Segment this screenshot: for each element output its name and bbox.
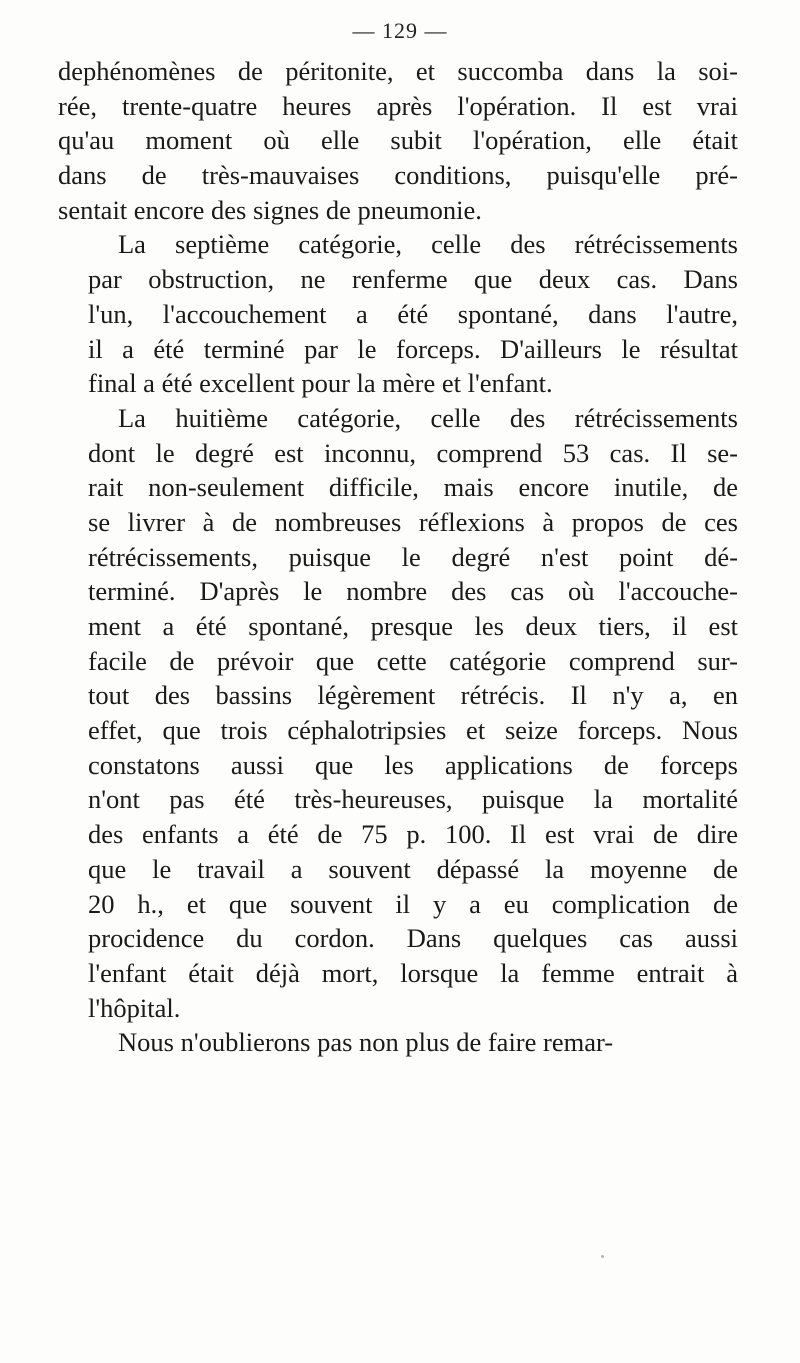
text-line: Nous n'oublierons pas non plus de faire remar- xyxy=(118,1027,614,1058)
text-line: qu'au moment où elle subit l'opération, elle était xyxy=(58,125,738,156)
text-line: sentait encore des signes de pneumonie. xyxy=(58,194,482,225)
text-line: il a été terminé par le forceps. D'ailleurs le résultat xyxy=(88,333,738,364)
page-number: — 129 — xyxy=(352,18,448,43)
paragraph xyxy=(58,401,738,1025)
text-line: dans de très-mauvaises conditions, puisqu'elle pré- xyxy=(58,160,738,191)
text-line: l'enfant était déjà mort, lorsque la femme entrait à xyxy=(88,957,738,988)
body-text xyxy=(58,54,738,1060)
text-line: La septième catégorie, celle des rétrécissements xyxy=(118,229,738,260)
text-line: constatons aussi que les applications de forceps xyxy=(88,749,738,780)
text-line: l'hôpital. xyxy=(88,992,181,1023)
text-line: par obstruction, ne renferme que deux cas. Dans xyxy=(88,264,738,295)
text-line: 20 h., et que souvent il y a eu complication de xyxy=(88,888,738,919)
text-line: facile de prévoir que cette catégorie comprend sur- xyxy=(88,645,738,676)
text-line: rait non-seulement difficile, mais encore inutile, de xyxy=(88,472,738,503)
text-line: procidence du cordon. Dans quelques cas aussi xyxy=(88,923,738,954)
paragraph xyxy=(58,54,738,227)
text-line: terminé. D'après le nombre des cas où l'accouche- xyxy=(88,576,738,607)
print-speck xyxy=(601,1255,604,1258)
text-line: rétrécissements, puisque le degré n'est point dé- xyxy=(88,541,738,572)
text-line: final a été excellent pour la mère et l'enfant. xyxy=(88,368,553,399)
text-line: n'ont pas été très-heureuses, puisque la mortalité xyxy=(88,784,738,815)
text-line: dont le degré est inconnu, comprend 53 cas. Il se- xyxy=(88,437,738,468)
paragraph xyxy=(58,227,738,400)
text-line: rée, trente-quatre heures après l'opération. Il est vrai xyxy=(58,90,738,121)
text-line: l'un, l'accouchement a été spontané, dans l'autre, xyxy=(88,298,738,329)
text-line: que le travail a souvent dépassé la moyenne de xyxy=(88,853,738,884)
text-line: se livrer à de nombreuses réflexions à propos de ces xyxy=(88,506,738,537)
text-line: La huitième catégorie, celle des rétrécissements xyxy=(118,402,738,433)
text-line: effet, que trois céphalotripsies et seize forceps. Nous xyxy=(88,715,738,746)
text-line: des enfants a été de 75 p. 100. Il est vrai de dire xyxy=(88,819,738,850)
text-line: tout des bassins légèrement rétrécis. Il n'y a, en xyxy=(88,680,738,711)
paragraph xyxy=(58,1025,738,1060)
text-line: ment a été spontané, presque les deux tiers, il est xyxy=(88,611,738,641)
text-line: dephénomènes de péritonite, et succomba dans la soi- xyxy=(58,56,738,86)
